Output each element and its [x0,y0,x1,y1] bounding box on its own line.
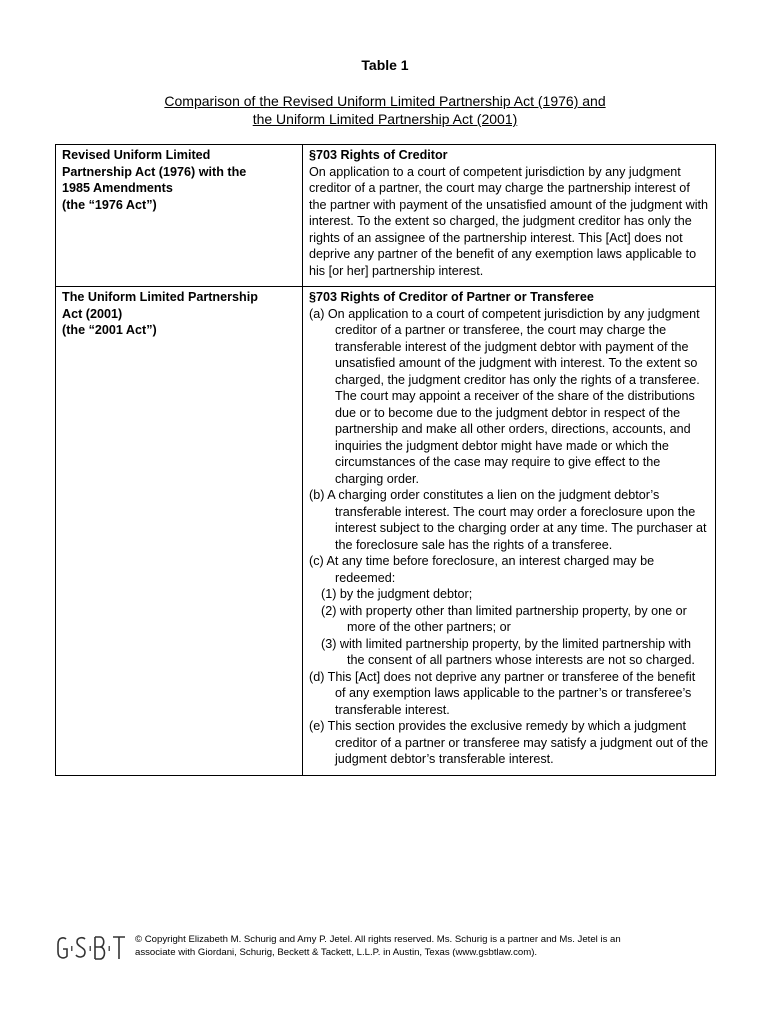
copyright-line-1: © Copyright Elizabeth M. Schurig and Amy P. Jetel. All rights reserved. Ms. Schurig is a partner and Ms. Jetel is an [135,934,621,945]
table-row-1976-act [56,145,716,287]
act-name-line: (the “2001 Act”) [62,323,157,337]
clause-c: (c) At any time before foreclosure, an interest charged may be redeemed: [309,554,655,585]
copyright-line-2: associate with Giordani, Schurig, Beckett & Tackett, L.L.P. in Austin, Texas (www.gsbtlaw.com). [135,947,538,958]
act-name-line: Revised Uniform Limited [62,148,211,162]
clause-c-1: (1) by the judgment debtor; [321,587,473,601]
clause-d: (d) This [Act] does not deprive any partner or transferee of the benefit of any exemption laws applicable to the partner’s or transferee’s transferable interest. [309,669,696,717]
clause-e: (e) This section provides the exclusive remedy by which a judgment creditor of a partner or transferee may satisfy a judgment out of the judgment debtor’s transferable interest. [309,719,709,766]
clause-a: (a) On application to a court of competent jurisdiction by any judgment creditor of a partner or transferee, the court may charge the transferable interest of the judgment debtor with payment of the unsatisfied amount of the judgment with interest. To the extent so charged, the judgment creditor has only the rights of a transferee. The court may appoint a receiver of the share of the distributions due or to become due to the judgment debtor in respect of the partnership and make all other orders, directions, accounts, and inquiries the judgment debtor might have made or which the circumstances of the case may require to give effect to the charging order. [309,306,700,486]
act-name-line: (the “1976 Act”) [62,197,157,212]
comparison-table [55,144,716,776]
subtitle-line-2: the Uniform Limited Partnership Act (2001) [252,111,518,127]
table-row-2001-act [56,287,716,776]
statute-body: On application to a court of competent jurisdiction by any judgment creditor of a partner, the court may charge the partnership interest of the partner with payment of the unsatisfied amount of the judgment with interest. To the extent so charged, the judgment creditor has only the rights of an assignee of the partnership interest. This [Act] does not deprive any partner of the benefit of any exemption laws applicable to his [or her] partnership interest. [309,164,709,278]
copyright-notice [135,933,715,959]
act-name-line: The Uniform Limited Partnership [62,290,258,304]
clause-b: (b) A charging order constitutes a lien on the judgment debtor’s transferable interest. The court may order a foreclosure upon the interest subject to the charging order at any time. The purchaser at the foreclosure sale has the rights of a transferee. [309,488,707,552]
clause-c-3: (3) with limited partnership property, by the limited partnership with the consent of all partners whose interests are not so charged. [321,636,695,667]
gsbt-logo [55,932,127,964]
page-title: Table 1 [361,57,409,73]
page-footer [55,930,715,970]
document-subtitle [100,92,670,128]
act-name-cell [56,145,303,287]
act-name-line: 1985 Amendments [62,181,173,195]
statute-text-cell [303,145,716,287]
clause-c-2: (2) with property other than limited partnership property, by one or more of the other partners; or [321,603,687,634]
section-heading: §703 Rights of Creditor [309,148,448,162]
act-name-line: Partnership Act (1976) with the [62,164,247,179]
subtitle-line-1: Comparison of the Revised Uniform Limited Partnership Act (1976) and [164,93,606,109]
section-heading: §703 Rights of Creditor of Partner or Transferee [309,290,594,304]
act-name-cell [56,287,303,776]
statute-text-cell [303,287,716,776]
act-name-line: Act (2001) [62,306,123,321]
